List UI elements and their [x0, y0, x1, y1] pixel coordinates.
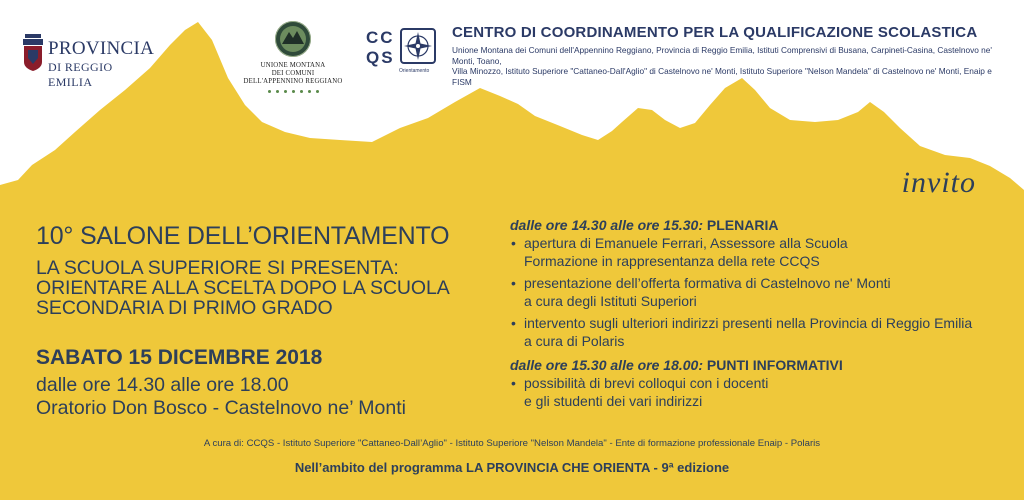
provincia-logo	[22, 28, 155, 89]
footer-program: Nell’ambito del programma LA PROVINCIA CHE ORIENTA - 9ª edizione	[294, 460, 730, 475]
list-item-line-1: • possibilità di brevi colloqui con i docenti	[524, 375, 769, 391]
list-item	[510, 375, 1020, 410]
list-item-line-2: a cura di Polaris	[524, 332, 625, 349]
list-item-line-1: • presentazione dell’offerta formativa di Castelnovo ne' Monti	[524, 275, 891, 291]
list-item-line-1: • intervento sugli ulteriori indirizzi presenti nella Provincia di Reggio Emilia	[524, 315, 973, 331]
ccqs-description	[452, 45, 1012, 87]
unione-line-2: DEI COMUNI	[271, 70, 315, 78]
provincia-crest-icon	[22, 34, 44, 72]
ccqs-logo	[366, 26, 446, 82]
ccqs-caption: Orientamento	[399, 68, 430, 74]
list-item	[510, 275, 1020, 310]
plenaria-time: dalle ore 14.30 alle ore 15.30:	[510, 217, 704, 233]
event-place: Oratorio Don Bosco - Castelnovo ne’ Monti	[36, 397, 406, 419]
punti-informativi-time: dalle ore 15.30 alle ore 18.00:	[510, 357, 704, 373]
list-item-line-2: a cura degli Istituti Superiori	[524, 292, 697, 309]
event-subtitle-line-3: SECONDARIA DI PRIMO GRADO	[36, 297, 333, 319]
ccqs-description-line-2: Villa Minozzo, Istituto Superiore "Cattaneo-Dall'Aglio" di Castelnovo ne' Monti, Istituto Superiore "Nelson Mandela" di Castelnovo ne' Monti, Enaip e FISM	[452, 66, 992, 87]
punti-informativi-label: PUNTI INFORMATIVI	[706, 357, 843, 373]
ccqs-description-line-1: Unione Montana dei Comuni dell'Appennino Reggiano, Provincia di Reggio Emilia, Istituti Comprensivi di Busana, Carpineti-Casina, Castelnovo ne' Monti, Toano,	[452, 45, 992, 66]
unione-montana-logo	[228, 20, 358, 100]
list-item-line-1: • apertura di Emanuele Ferrari, Assessore alla Scuola	[524, 235, 848, 251]
provincia-subname: DI REGGIO EMILIA	[48, 60, 113, 89]
unione-dots	[228, 90, 358, 93]
ccqs-letters-bottom: QS	[366, 48, 395, 67]
program	[510, 215, 1020, 415]
unione-line-3: DELL'APPENNINO REGGIANO	[243, 78, 343, 86]
list-item	[510, 315, 1020, 350]
event-subtitle	[36, 258, 450, 318]
provincia-name: PROVINCIA	[48, 38, 155, 59]
unione-line-1: UNIONE MONTANA	[260, 62, 326, 69]
unione-montana-emblem-icon	[274, 20, 312, 58]
list-item-line-2: Formazione in rappresentanza della rete CCQS	[524, 252, 820, 269]
event-title: 10° SALONE DELL’ORIENTAMENTO	[36, 222, 450, 250]
event-subtitle-line-2: ORIENTARE ALLA SCELTA DOPO LA SCUOLA	[36, 277, 450, 299]
list-item	[510, 235, 1020, 270]
plenaria-label: PLENARIA	[706, 217, 779, 233]
ccqs-title: CENTRO DI COORDINAMENTO PER LA QUALIFICAZIONE SCOLASTICA	[452, 24, 978, 41]
event-time: dalle ore 14.30 alle ore 18.00	[36, 374, 289, 396]
event-date: SABATO 15 DICEMBRE 2018	[36, 346, 323, 369]
punti-informativi-heading	[510, 355, 1020, 375]
ccqs-letters-top: CC	[366, 28, 395, 47]
event-subtitle-line-1: LA SCUOLA SUPERIORE SI PRESENTA:	[36, 257, 399, 279]
footer-credits: A cura di: CCQS - Istituto Superiore "Cattaneo-Dall’Aglio" - Istituto Superiore "Nelson Mandela" - Ente di formazione professionale Enaip - Polaris	[203, 438, 821, 449]
invito-label: invito	[901, 166, 976, 199]
compass-icon	[400, 28, 436, 64]
plenaria-heading	[510, 215, 1020, 235]
list-item-line-2: e gli studenti dei vari indirizzi	[524, 392, 703, 409]
